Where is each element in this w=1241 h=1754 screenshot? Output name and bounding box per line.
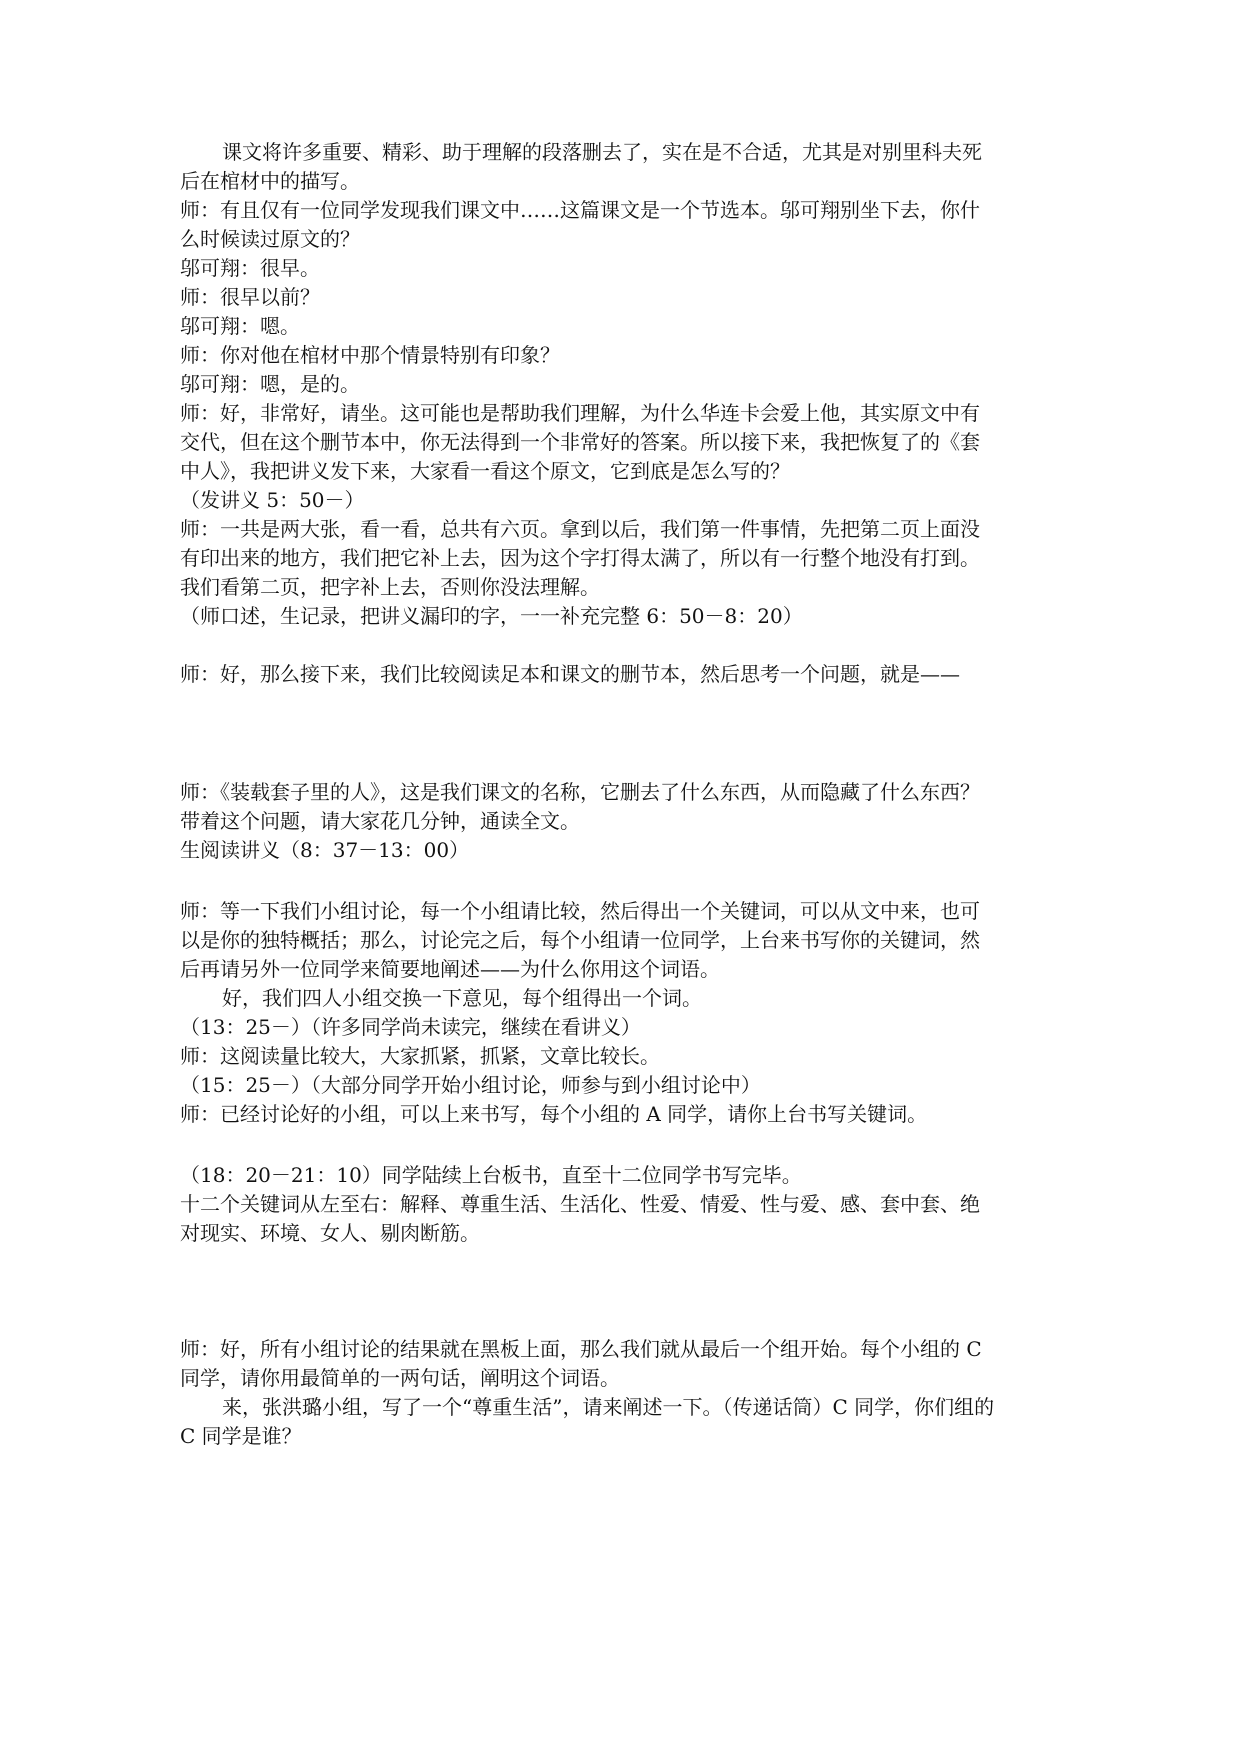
text-line: （18：20－21：10）同学陆续上台板书，直至十二位同学书写完毕。 — [180, 1163, 802, 1187]
text-line: 生阅读讲义（8：37－13：00） — [180, 838, 470, 862]
text-line: 师：《装载套子里的人》，这是我们课文的名称，它删去了什么东西，从而隐藏了什么东西？ — [180, 780, 980, 804]
text-line: 交代，但在这个删节本中，你无法得到一个非常好的答案。所以接下来，我把恢复了的《套 — [180, 430, 980, 454]
text-line: 师：已经讨论好的小组，可以上来书写，每个小组的 A 同学，请你上台书写关键词。 — [180, 1102, 928, 1126]
text-line: 邬可翔：嗯。 — [180, 314, 300, 338]
text-line: 中人》，我把讲义发下来，大家看一看这个原文，它到底是怎么写的？ — [180, 459, 790, 483]
text-line: C 同学是谁？ — [180, 1424, 302, 1448]
text-line: 邬可翔：嗯，是的。 — [180, 372, 360, 396]
text-line: 后在棺材中的描写。 — [180, 169, 360, 193]
text-line: 师：很早以前？ — [180, 285, 320, 309]
text-line: （发讲义 5：50－） — [180, 488, 365, 512]
text-line: 后再请另外一位同学来简要地阐述——为什么你用这个词语。 — [180, 957, 720, 981]
text-line: 师：有且仅有一位同学发现我们课文中……这篇课文是一个节选本。邬可翔别坐下去，你什 — [180, 198, 980, 222]
text-line: 好，我们四人小组交换一下意见，每个组得出一个词。 — [222, 986, 702, 1010]
text-line: 同学，请你用最简单的一两句话，阐明这个词语。 — [180, 1366, 620, 1390]
text-line: 师：这阅读量比较大，大家抓紧，抓紧，文章比较长。 — [180, 1044, 660, 1068]
text-line: 师：好，那么接下来，我们比较阅读足本和课文的删节本，然后思考一个问题，就是—— — [180, 662, 960, 686]
text-line: （师口述，生记录，把讲义漏印的字，一一补充完整 6：50－8：20） — [180, 604, 803, 628]
text-line: 邬可翔：很早。 — [180, 256, 320, 280]
text-line: 十二个关键词从左至右：解释、尊重生活、生活化、性爱、情爱、性与爱、感、套中套、绝 — [180, 1192, 980, 1216]
text-line: 师：好，非常好，请坐。这可能也是帮助我们理解，为什么华连卡会爱上他，其实原文中有 — [180, 401, 980, 425]
text-line: （13：25－）（许多同学尚未读完，继续在看讲义） — [180, 1015, 641, 1039]
text-line: 有印出来的地方，我们把它补上去，因为这个字打得太满了，所以有一行整个地没有打到。 — [180, 546, 980, 570]
text-line: 师：一共是两大张，看一看，总共有六页。拿到以后，我们第一件事情，先把第二页上面没 — [180, 517, 980, 541]
text-line: 课文将许多重要、精彩、助于理解的段落删去了，实在是不合适，尤其是对别里科夫死 — [222, 140, 982, 164]
text-line: 以是你的独特概括；那么，讨论完之后，每个小组请一位同学，上台来书写你的关键词，然 — [180, 928, 980, 952]
text-line: 我们看第二页，把字补上去，否则你没法理解。 — [180, 575, 600, 599]
text-line: 来，张洪璐小组，写了一个“尊重生活”，请来阐述一下。（传递话筒）C 同学，你们组的 — [222, 1395, 995, 1419]
text-line: 师：好，所有小组讨论的结果就在黑板上面，那么我们就从最后一个组开始。每个小组的 C — [180, 1337, 982, 1361]
text-line: 么时候读过原文的？ — [180, 227, 360, 251]
text-line: 师：你对他在棺材中那个情景特别有印象？ — [180, 343, 560, 367]
text-line: 师：等一下我们小组讨论，每一个小组请比较，然后得出一个关键词，可以从文中来，也可 — [180, 899, 980, 923]
text-line: （15：25－）（大部分同学开始小组讨论，师参与到小组讨论中） — [180, 1073, 761, 1097]
text-line: 带着这个问题，请大家花几分钟，通读全文。 — [180, 809, 580, 833]
text-line: 对现实、环境、女人、剔肉断筋。 — [180, 1221, 480, 1245]
